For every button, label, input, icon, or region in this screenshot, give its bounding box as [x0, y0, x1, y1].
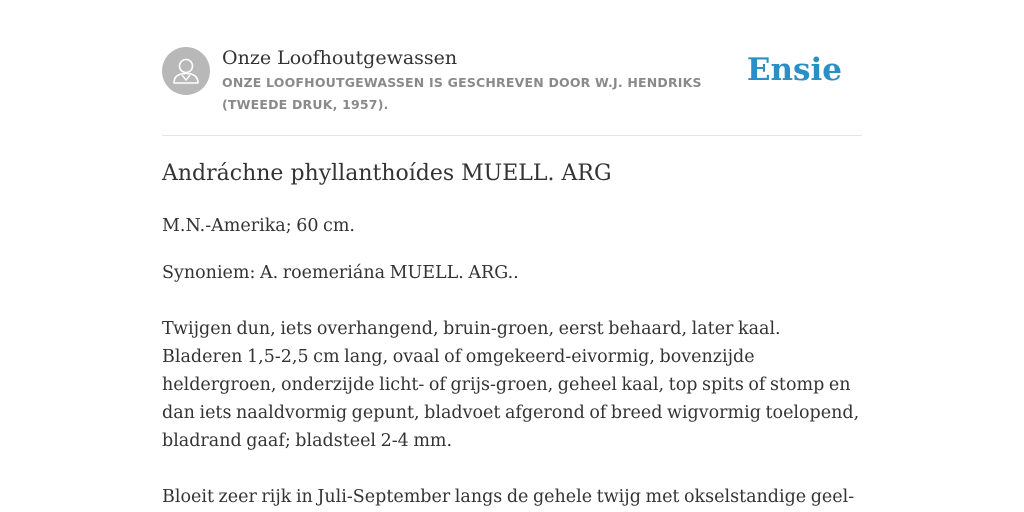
entry-synonym: Synoniem: A. roemeriána MUELL. ARG..	[162, 263, 519, 283]
entry-content	[162, 156, 862, 511]
entry-origin: M.N.-Amerika; 60 cm.	[162, 216, 355, 236]
ensie-logo-link[interactable]: Ensie	[746, 52, 842, 88]
user-icon	[162, 47, 210, 95]
source-description: ONZE LOOFHOUTGEWASSEN IS GESCHREVEN DOOR W.J. HENDRIKS (TWEEDE DRUK, 1957).	[222, 75, 702, 112]
source-header	[162, 46, 862, 136]
entry-title: Andráchne phyllanthoídes MUELL. ARG	[162, 161, 612, 186]
source-title[interactable]: Onze Loofhoutgewassen	[222, 47, 458, 69]
entry-paragraph-flowering: Bloeit zeer rijk in Juli-September langs de gehele twijg met okselstandige geel-	[162, 487, 855, 507]
entry-paragraph-description: Twijgen dun, iets overhangend, bruin-groen, eerst behaard, later kaal. Bladeren 1,5-2,5 cm lang, ovaal of omgekeerd-eivormig, bovenzijde heldergroen, onderzijde licht- of grijs-groen, geheel kaal, top spits of stomp en dan iets naaldvormig gepunt, bladvoet afgerond of breed wigvormig toelopend, bladrand gaaf; bladsteel 2-4 mm.	[162, 319, 860, 451]
